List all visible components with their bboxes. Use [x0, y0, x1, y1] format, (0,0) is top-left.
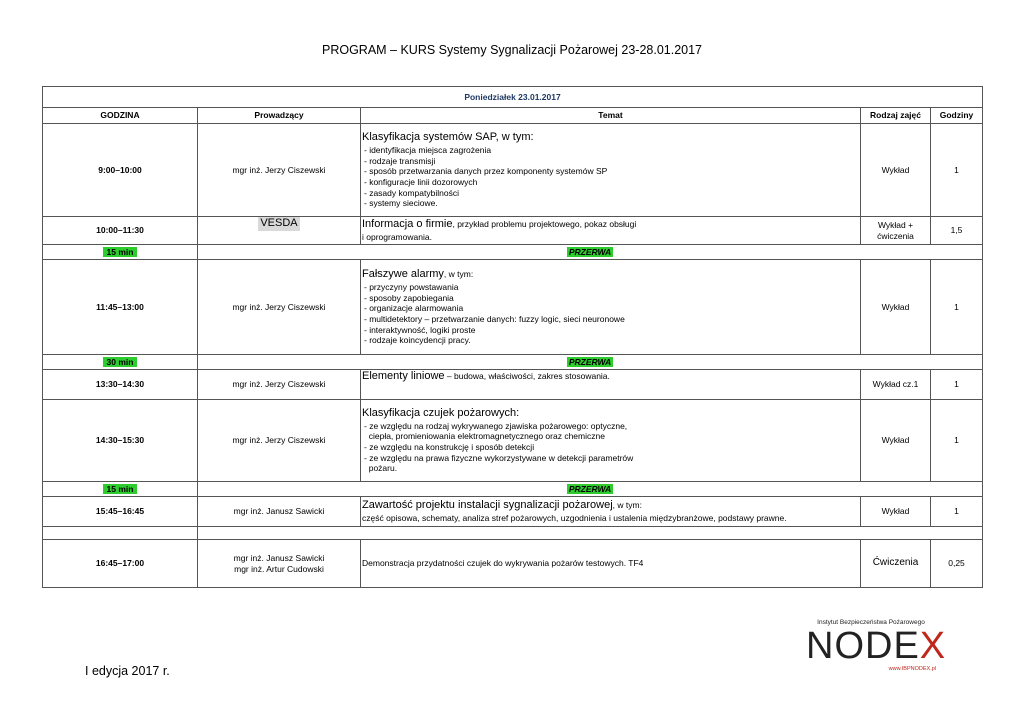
- session-type: Wykład: [861, 260, 931, 355]
- session-lecturer: [198, 217, 361, 245]
- topic-heading: Zawartość projektu instalacji sygnalizacji pożarowej: [362, 499, 613, 512]
- break-duration: [43, 482, 198, 497]
- session-time: 11:45–13:00: [43, 260, 198, 355]
- session-type: Wykład: [861, 124, 931, 217]
- topic-line2: i oprogramowania.: [362, 232, 432, 243]
- session-type: Wykład: [861, 497, 931, 527]
- session-row: [43, 124, 983, 217]
- break-duration-text: 15 min: [103, 484, 138, 494]
- break-label: [198, 355, 983, 370]
- session-time: 9:00–10:00: [43, 124, 198, 217]
- topic-inline: , w tym:: [443, 269, 474, 280]
- session-topic: [361, 370, 861, 400]
- type-line1: Wykład +: [877, 219, 914, 230]
- session-row: [43, 400, 983, 482]
- session-time: 10:00–11:30: [43, 217, 198, 245]
- document-title: PROGRAM – KURS Systemy Sygnalizacji Pożarowej 23-28.01.2017: [321, 43, 703, 57]
- schedule-table: [42, 86, 983, 588]
- topic-bullet: - ze względu na prawa fizyczne wykorzystywane w detekcji parametrów: [364, 452, 634, 463]
- break-row: [43, 355, 983, 370]
- session-topic: Demonstracja przydatności czujek do wykrywania pożarów testowych. TF4: [361, 540, 861, 588]
- logo-wordmark-main: NODE: [806, 625, 920, 667]
- break-row: [43, 245, 983, 260]
- type-line2: ćwiczenia: [877, 230, 914, 241]
- spacer-cell: [198, 527, 983, 540]
- topic-heading: Fałszywe alarmy: [362, 268, 444, 281]
- session-lecturer: mgr inż. Jerzy Ciszewski: [198, 370, 361, 400]
- break-label-text: PRZERWA: [568, 356, 612, 367]
- session-type: Ćwiczenia: [861, 540, 931, 588]
- day-row: [43, 87, 983, 108]
- break-duration: [43, 355, 198, 370]
- logo-url: www.IBPNODEX.pl: [888, 666, 936, 672]
- session-topic: [361, 497, 861, 527]
- break-label: [198, 245, 983, 260]
- topic-bullet: - sposoby zapobiegania: [364, 292, 454, 303]
- session-topic: [361, 124, 861, 217]
- topic-bullet: - multidetektory – przetwarzanie danych: fuzzy logic, sieci neuronowe: [364, 313, 625, 324]
- topic-bullet: - systemy sieciowe.: [364, 198, 438, 209]
- vesda-label: VESDA: [260, 217, 298, 229]
- logo-institute: Instytut Bezpieczeństwa Pożarowego: [817, 619, 925, 626]
- logo-wordmark: [806, 625, 947, 667]
- session-time: 14:30–15:30: [43, 400, 198, 482]
- session-row: [43, 370, 983, 400]
- session-hours: 1: [931, 400, 983, 482]
- session-topic: [361, 260, 861, 355]
- header-time: GODZINA: [43, 108, 198, 124]
- session-row: [43, 497, 983, 527]
- session-hours: 0,25: [931, 540, 983, 588]
- day-heading: Poniedziałek 23.01.2017: [43, 87, 983, 108]
- session-lecturer: mgr inż. Jerzy Ciszewski: [198, 400, 361, 482]
- session-time: 16:45–17:00: [43, 540, 198, 588]
- topic-bullet: - rodzaje transmisji: [364, 155, 436, 166]
- session-lecturer: mgr inż. Jerzy Ciszewski: [198, 260, 361, 355]
- session-type: Wykład: [861, 400, 931, 482]
- spacer-row: [43, 527, 983, 540]
- spacer-cell: [43, 527, 198, 540]
- session-topic: [361, 217, 861, 245]
- topic-bullet: - rodzaje koincydencji pracy.: [364, 335, 471, 346]
- edition-footer: I edycja 2017 r.: [85, 664, 170, 678]
- session-topic: [361, 400, 861, 482]
- session-hours: 1,5: [931, 217, 983, 245]
- logo-wordmark-x: X: [919, 625, 947, 667]
- header-topic: Temat: [361, 108, 861, 124]
- nodex-logo: [806, 619, 947, 679]
- topic-heading: Informacja o firmie: [362, 218, 453, 231]
- topic-heading: Klasyfikacja systemów SAP, w tym:: [362, 131, 534, 144]
- topic-bullet: - ze względu na konstrukcję i sposób detekcji: [364, 442, 535, 453]
- topic-bullet: - ze względu na rodzaj wykrywanego zjawiska pożarowego: optyczne,: [364, 420, 628, 431]
- session-lecturer: mgr inż. Janusz Sawicki: [198, 497, 361, 527]
- lecturer-name: mgr inż. Janusz Sawicki: [233, 552, 325, 563]
- topic-bullet: - identyfikacja miejsca zagrożenia: [364, 145, 492, 155]
- header-row: [43, 108, 983, 124]
- topic-bullet: - przyczyny powstawania: [364, 282, 459, 292]
- break-label: [198, 482, 983, 497]
- session-hours: 1: [931, 260, 983, 355]
- topic-heading: Klasyfikacja czujek pożarowych:: [362, 407, 520, 420]
- session-row: [43, 540, 983, 588]
- session-lecturer: [198, 540, 361, 588]
- header-type: Rodzaj zajęć: [861, 108, 931, 124]
- topic-line2: część opisowa, schematy, analiza stref pożarowych, uzgodnienia i ustalenia międzybranżowe, podstawy prawne.: [362, 513, 787, 524]
- session-hours: 1: [931, 370, 983, 400]
- session-time: 15:45–16:45: [43, 497, 198, 527]
- topic-bullet: - zasady kompatybilności: [364, 187, 459, 198]
- break-label-text: PRZERWA: [568, 246, 612, 257]
- session-lecturer: mgr inż. Jerzy Ciszewski: [198, 124, 361, 217]
- header-lecturer: Prowadzący: [198, 108, 361, 124]
- break-duration-text: 15 min: [103, 247, 138, 257]
- session-row: [43, 260, 983, 355]
- session-hours: 1: [931, 497, 983, 527]
- session-time: 13:30–14:30: [43, 370, 198, 400]
- header-hours: Godziny: [931, 108, 983, 124]
- break-row: [43, 482, 983, 497]
- topic-heading: Elementy liniowe: [362, 370, 445, 382]
- topic-bullet: ciepła, promieniowania elektromagnetycznego oraz chemiczne: [364, 431, 605, 442]
- topic-bullet: - organizacje alarmowania: [364, 303, 464, 314]
- topic-inline: , przykład problemu projektowego, pokaz obsługi: [452, 219, 637, 230]
- break-duration: [43, 245, 198, 260]
- session-hours: 1: [931, 124, 983, 217]
- topic-bullet: pożaru.: [364, 463, 398, 474]
- break-label-text: PRZERWA: [568, 483, 612, 494]
- topic-bullet: - interaktywność, logiki proste: [364, 324, 476, 335]
- break-duration-text: 30 min: [103, 357, 138, 367]
- session-type: Wykład cz.1: [861, 370, 931, 400]
- topic-inline: – budowa, właściwości, zakres stosowania.: [444, 371, 610, 381]
- topic-bullet: - sposób przetwarzania danych przez komponenty systemów SP: [364, 166, 608, 177]
- lecturer-name: mgr inż. Artur Cudowski: [234, 563, 324, 574]
- session-row: [43, 217, 983, 245]
- topic-bullet: - konfiguracje linii dozorowych: [364, 176, 478, 187]
- topic-inline: , w tym:: [612, 500, 642, 511]
- session-type: [861, 217, 931, 245]
